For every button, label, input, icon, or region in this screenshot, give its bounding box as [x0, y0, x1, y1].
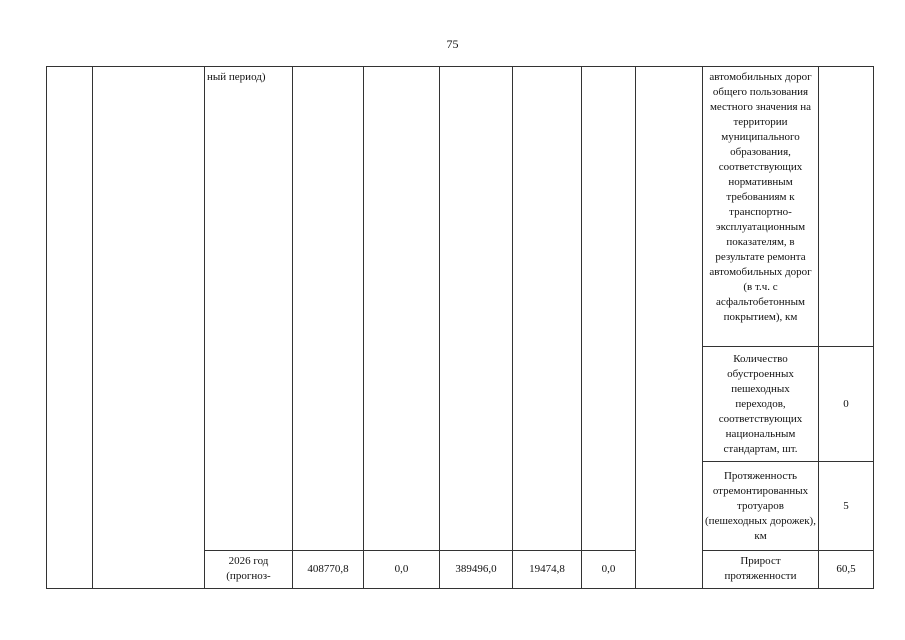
value-cell: 19474,8 [513, 551, 582, 589]
table-cell-empty [47, 67, 93, 589]
table-cell-empty [636, 67, 703, 589]
table-cell-empty [513, 67, 582, 551]
value-cell: 389496,0 [440, 551, 513, 589]
table-cell-empty [440, 67, 513, 551]
table-cell-empty [293, 67, 364, 551]
period-cell: ный период) [205, 67, 293, 551]
indicator-value: 0 [819, 347, 874, 462]
table-row [47, 67, 874, 347]
page-number: 75 [446, 37, 459, 51]
table-cell-empty [93, 67, 205, 589]
value-cell: 0,0 [582, 551, 636, 589]
indicator-value: 60,5 [819, 551, 874, 589]
indicator-text: Количество обустроенных пешеходных переходов, соответствующих национальным стандартам, шт. [703, 347, 819, 462]
budget-table [46, 66, 874, 589]
indicator-text: Прирост протяженности [703, 551, 819, 589]
indicator-value [819, 67, 874, 347]
value-cell: 0,0 [364, 551, 440, 589]
total-cell: 408770,8 [293, 551, 364, 589]
table-cell-empty [364, 67, 440, 551]
indicator-text: Протяженность отремонтированных тротуаров (пешеходных дорожек), км [703, 462, 819, 551]
indicator-value: 5 [819, 462, 874, 551]
period-cell: 2026 год (прогноз- [205, 551, 293, 589]
table-cell-empty [582, 67, 636, 551]
indicator-text: автомобильных дорог общего пользования местного значения на территории муниципального образования, соответствующих нормативным требованиям к транспортно-эксплуатационным показателям, в результате ремонта автомобильных дорог (в т.ч. с асфальтобетонным покрытием), км [703, 67, 819, 347]
